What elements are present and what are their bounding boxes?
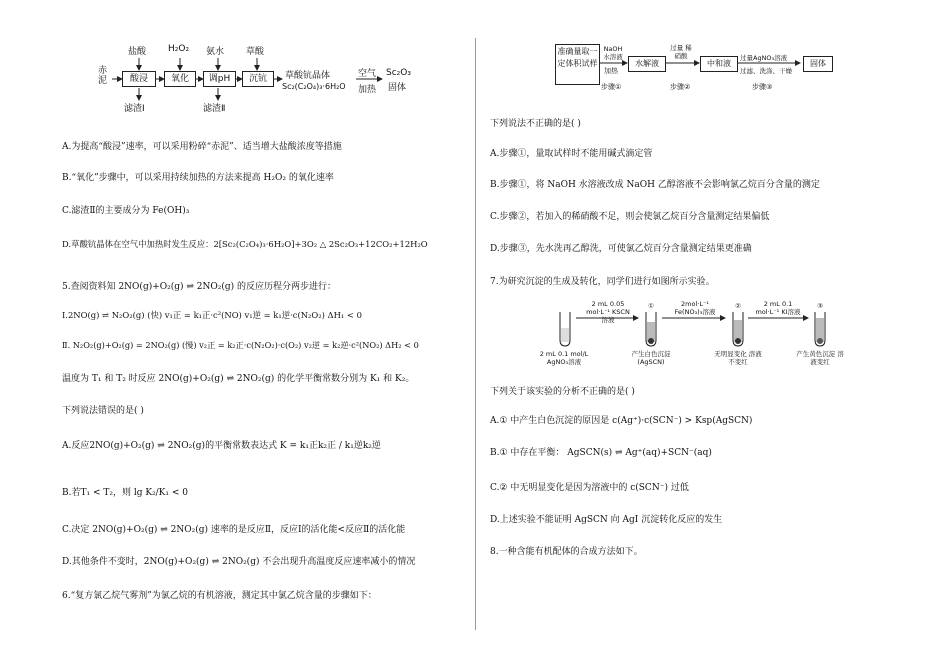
- flow2-arrow1-bottom: 加热: [604, 67, 618, 75]
- step-acid-leach: 酸浸: [122, 71, 156, 87]
- flow2-arrow3-bottom: 过滤、洗涤、干燥: [740, 67, 792, 75]
- q5-intro: 5.查阅资料知 2NO(g)+O₂(g) ⇌ 2NO₂(g) 的反应历程分两步进行：: [62, 282, 337, 292]
- q5-option-a: A.反应2NO(g)+O₂(g) ⇌ 2NO₂(g)的平衡常数表达式 K = k₁正k₂正 / k₁逆k₂逆: [62, 441, 381, 451]
- q5-option-b: B.若T₁ < T₂，则 lg K₂/K₁ < 0: [62, 488, 189, 498]
- residue-2: 滤渣Ⅱ: [203, 104, 226, 114]
- flow2-arrow3-top: 过量AgNO₃溶液: [740, 54, 788, 62]
- q7-intro: 7.为研究沉淀的生成及转化，同学们进行如图所示实验。: [490, 277, 715, 287]
- q4-option-a: A.为提高“酸浸”速率，可以采用粉碎“赤泥”、适当增大盐酸浓度等措施: [62, 142, 342, 152]
- reagent-oxalic: 草酸: [246, 47, 265, 57]
- flow2-step3: 步骤③: [752, 83, 773, 91]
- product-oxalate-formula: Sc₂(C₂O₄)₃·6H₂O: [282, 82, 346, 91]
- q5-temperature: 温度为 T₁ 和 T₂ 时反应 2NO(g)+O₂(g) ⇌ 2NO₂(g) 的化学平衡常数分别为 K₁ 和 K₂。: [62, 374, 415, 384]
- q7-option-d: D.上述实验不能证明 AgSCN 向 AgI 沉淀转化反应的发生: [490, 515, 723, 525]
- q4-option-c: C.滤渣Ⅱ的主要成分为 Fe(OH)₃: [62, 206, 190, 216]
- q6-option-b: B.步骤①，将 NaOH 水溶液改成 NaOH 乙醇溶液不会影响氯乙烷百分含量的测定: [490, 180, 820, 190]
- flow2-arrow1-top: NaOH 水溶液: [603, 45, 623, 61]
- q6-option-d: D.步骤③，先水洗再乙醇洗，可使氯乙烷百分含量测定结果更准确: [490, 244, 752, 254]
- q7-tube-2-result: 无明显变化 溶液不变红: [714, 350, 762, 366]
- q5-step-1: Ⅰ.2NO(g) ⇌ N₂O₂(g) (快) v₁正 = k₁正·c²(NO) v₁逆 = k₁逆·c(N₂O₂) ΔH₁ < 0: [62, 310, 362, 320]
- q7-tube-agno3: 2 mL 0.1 mol/L AgNO₃溶液: [539, 350, 589, 366]
- q7-add-fe: 2mol·L⁻¹ Fe(NO₃)₃溶液: [674, 300, 716, 316]
- flow2-step2: 步骤②: [670, 83, 691, 91]
- flow2-step1: 步骤①: [601, 83, 622, 91]
- q6-option-c: C.步骤②，若加入的稀硝酸不足，则会使氯乙烷百分含量测定结果偏低: [490, 212, 770, 222]
- q5-step-2: Ⅱ. N₂O₂(g)+O₂(g) = 2NO₂(g) (慢) v₂正 = k₂正·c(N₂O₂)·c(O₂) v₂逆 = k₂逆·c²(NO₂) ΔH₂ < 0: [62, 340, 419, 350]
- q5-question: 下列说法错误的是( ): [62, 406, 144, 416]
- q6-option-a: A.步骤①，量取试样时不能用碱式滴定管: [490, 149, 653, 159]
- reagent-ammonia: 氨水: [206, 47, 225, 57]
- q5-option-d: D.其他条件不变时，2NO(g)+O₂(g) ⇌ 2NO₂(g) 不会出现升高温度反应速率减小的情况: [62, 557, 416, 567]
- product-solid: 固体: [388, 83, 407, 93]
- q7-tube-3-result: 产生黄色沉淀 溶液变红: [796, 350, 844, 366]
- q8-intro: 8.一种含能有机配体的合成方法如下。: [490, 547, 643, 557]
- start-red-mud: 赤泥: [98, 66, 108, 86]
- q4-option-b: B.“氧化”步骤中，可以采用持续加热的方法来提高 H₂O₂ 的氧化速率: [62, 173, 334, 183]
- flow2-box-neutralized: 中和液: [700, 56, 738, 72]
- reagent-hcl: 盐酸: [128, 47, 147, 57]
- q7-option-c: C.② 中无明显变化是因为溶液中的 c(SCN⁻) 过低: [490, 483, 689, 493]
- arrow-air: 空气: [358, 69, 377, 79]
- step-precipitate: 沉钪: [242, 71, 274, 87]
- product-oxalate: 草酸钪晶体: [285, 71, 331, 81]
- q6-question: 下列说法不正确的是( ): [490, 119, 581, 129]
- flow2-box-hydrolysate: 水解液: [628, 56, 666, 72]
- q7-add-kscn: 2 mL 0.05 mol·L⁻¹ KSCN溶液: [586, 300, 630, 324]
- reagent-h2o2: H₂O₂: [168, 44, 190, 54]
- q7-label-3: ③: [817, 302, 823, 310]
- q7-label-1: ①: [648, 302, 654, 310]
- q7-label-2: ②: [735, 302, 741, 310]
- flow2-arrow2-top: 过量 稀硝酸: [670, 44, 692, 60]
- flow2-box-sample: 准确量取一定体积试样: [555, 44, 600, 85]
- flow2-box-solid: 固体: [803, 56, 833, 72]
- q4-option-d: D.草酸钪晶体在空气中加热时发生反应：2[Sc₂(C₂O₄)₃·6H₂O]+3O₂ △ 2Sc₂O₃+12CO₂+12H₂O: [62, 239, 428, 249]
- q7-option-a: A.① 中产生白色沉淀的原因是 c(Ag⁺)·c(SCN⁻) > Ksp(AgSCN): [490, 416, 753, 426]
- product-sc2o3: Sc₂O₃: [386, 68, 411, 78]
- step-adjust-ph: 调pH: [203, 71, 236, 87]
- residue-1: 滤渣Ⅰ: [124, 104, 145, 114]
- q7-option-b: B.① 中存在平衡： AgSCN(s) ⇌ Ag⁺(aq)+SCN⁻(aq): [490, 448, 712, 458]
- arrow-heat: 加热: [358, 85, 377, 95]
- q5-option-c: C.决定 2NO(g)+O₂(g) ⇌ 2NO₂(g) 速率的是反应Ⅱ，反应Ⅰ的活化能<反应Ⅱ的活化能: [62, 525, 406, 535]
- q7-question: 下列关于该实验的分析不正确的是( ): [490, 387, 635, 397]
- q6-intro: 6.“复方氯乙烷气雾剂”为氯乙烷的有机溶液，测定其中氯乙烷含量的步骤如下：: [62, 591, 377, 601]
- q7-tube-1-result: 产生白色沉淀 (AgSCN): [631, 350, 671, 366]
- q7-add-ki: 2 mL 0.1 mol·L⁻¹ KI溶液: [755, 300, 801, 316]
- step-oxidize: 氧化: [164, 71, 196, 87]
